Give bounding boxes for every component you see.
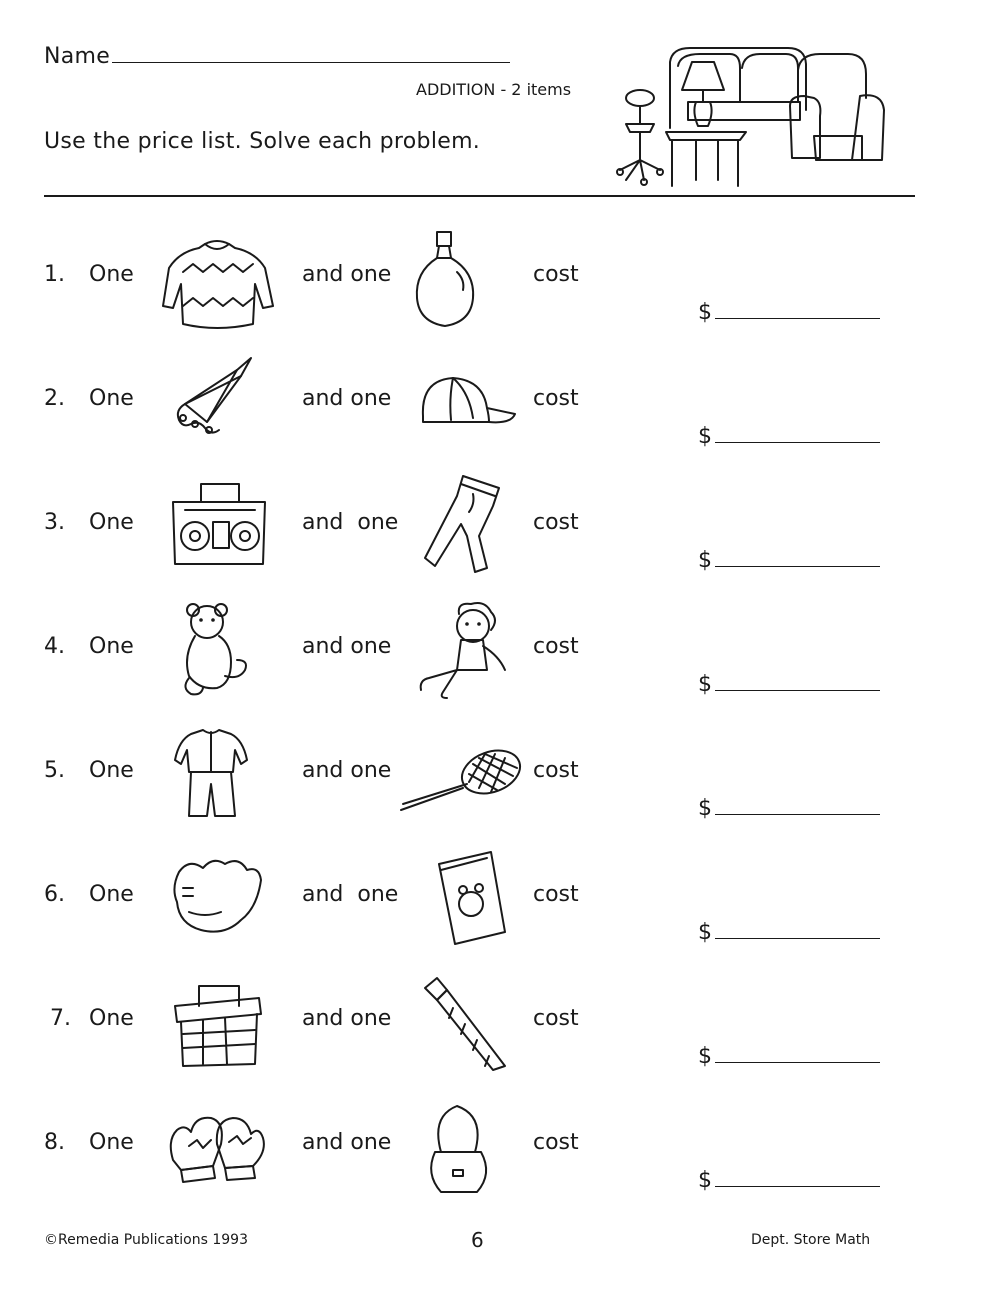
dollar-sign: $: [698, 548, 712, 573]
problem-7: [0, 962, 1000, 1086]
worksheet-subtitle: ADDITION - 2 items: [416, 80, 572, 99]
sweater-icon: [155, 228, 280, 333]
answer-blank-line[interactable]: [715, 442, 880, 443]
answer-field[interactable]: [698, 672, 880, 697]
cost-label: cost: [533, 262, 579, 287]
answer-blank-line[interactable]: [715, 690, 880, 691]
dollar-sign: $: [698, 796, 712, 821]
problem-number: 1.: [44, 262, 65, 287]
problem-number: 3.: [44, 510, 65, 535]
and-one-label: and one: [302, 1006, 392, 1031]
teddy-bear-icon: [155, 600, 280, 705]
cost-label: cost: [533, 510, 579, 535]
problem-number: 8.: [44, 1130, 65, 1155]
jeans-icon: [395, 476, 520, 581]
answer-blank-line[interactable]: [715, 1186, 880, 1187]
instructions: Use the price list. Solve each problem.: [44, 129, 481, 154]
problem-6: [0, 838, 1000, 962]
name-field[interactable]: [44, 44, 510, 69]
coloring-book-icon: [395, 848, 520, 953]
dollar-sign: $: [698, 424, 712, 449]
dollar-sign: $: [698, 672, 712, 697]
problem-number: 2.: [44, 386, 65, 411]
header-divider: [44, 195, 915, 197]
dollar-sign: $: [698, 920, 712, 945]
answer-field[interactable]: [698, 920, 880, 945]
cost-label: cost: [533, 634, 579, 659]
and-one-label: and one: [302, 510, 399, 535]
name-blank-line[interactable]: [112, 62, 510, 63]
name-label: Name: [44, 44, 111, 69]
picnic-basket-icon: [155, 972, 280, 1077]
problem-3: [0, 466, 1000, 590]
answer-field[interactable]: [698, 1044, 880, 1069]
and-one-label: and one: [302, 386, 392, 411]
and-one-label: and one: [302, 634, 392, 659]
problem-1: [0, 218, 1000, 342]
one-label: One: [89, 262, 134, 287]
page-number: 6: [471, 1228, 484, 1252]
one-label: One: [89, 1006, 134, 1031]
one-label: One: [89, 758, 134, 783]
answer-field[interactable]: [698, 300, 880, 325]
dollar-sign: $: [698, 1168, 712, 1193]
dollar-sign: $: [698, 1044, 712, 1069]
cost-label: cost: [533, 1130, 579, 1155]
answer-blank-line[interactable]: [715, 566, 880, 567]
problem-4: [0, 590, 1000, 714]
problem-8: [0, 1086, 1000, 1210]
problem-number: 5.: [44, 758, 65, 783]
problem-5: [0, 714, 1000, 838]
and-one-label: and one: [302, 262, 392, 287]
and-one-label: and one: [302, 1130, 392, 1155]
baseball-cap-icon: [395, 352, 520, 457]
answer-field[interactable]: [698, 548, 880, 573]
one-label: One: [89, 386, 134, 411]
pajamas-icon: [155, 724, 280, 829]
furniture-icon: [600, 40, 890, 190]
problem-2: [0, 342, 1000, 466]
boombox-icon: [155, 476, 280, 581]
problem-number: 6.: [44, 882, 65, 907]
and-one-label: and one: [302, 758, 392, 783]
answer-field[interactable]: [698, 796, 880, 821]
perfume-bottle-icon: [395, 228, 520, 333]
answer-field[interactable]: [698, 1168, 880, 1193]
dollar-sign: $: [698, 300, 712, 325]
one-label: One: [89, 1130, 134, 1155]
one-label: One: [89, 882, 134, 907]
cost-label: cost: [533, 882, 579, 907]
answer-field[interactable]: [698, 424, 880, 449]
answer-blank-line[interactable]: [715, 814, 880, 815]
answer-blank-line[interactable]: [715, 318, 880, 319]
purse-icon: [395, 1096, 520, 1201]
doll-icon: [395, 600, 520, 705]
answer-blank-line[interactable]: [715, 1062, 880, 1063]
book-title: Dept. Store Math: [751, 1232, 871, 1248]
one-label: One: [89, 634, 134, 659]
cost-label: cost: [533, 386, 579, 411]
kite-icon: [155, 352, 280, 457]
problem-number: 7.: [50, 1006, 71, 1031]
one-label: One: [89, 510, 134, 535]
tennis-racket-icon: [395, 724, 520, 829]
cost-label: cost: [533, 1006, 579, 1031]
necktie-icon: [395, 972, 520, 1077]
answer-blank-line[interactable]: [715, 938, 880, 939]
problem-number: 4.: [44, 634, 65, 659]
baseball-glove-icon: [155, 848, 280, 953]
copyright-text: ©Remedia Publications 1993: [44, 1232, 248, 1248]
cost-label: cost: [533, 758, 579, 783]
and-one-label: and one: [302, 882, 399, 907]
mittens-icon: [155, 1096, 280, 1201]
